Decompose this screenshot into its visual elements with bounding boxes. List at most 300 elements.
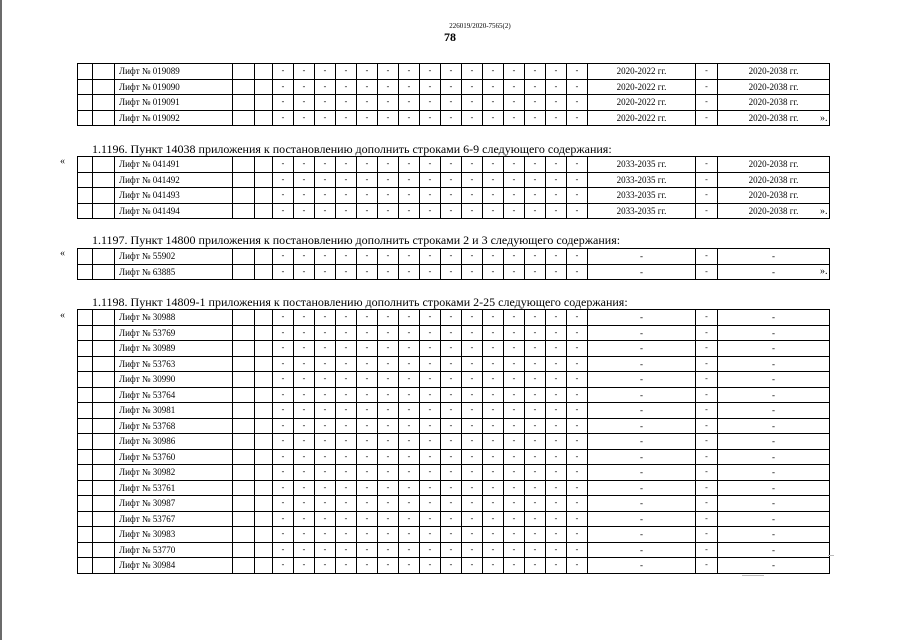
period-cell: 2033-2035 гг.: [588, 188, 696, 204]
dash-cell: -: [483, 449, 504, 465]
row-number-cell: [78, 511, 93, 527]
dash-cell: -: [504, 372, 525, 388]
dash-cell: -: [294, 511, 315, 527]
dash-cell: -: [696, 264, 718, 280]
dash-cell: -: [315, 542, 336, 558]
dash-cell: -: [483, 465, 504, 481]
dash-cell: -: [399, 496, 420, 512]
blank-cell: [255, 387, 273, 403]
dash-cell: -: [336, 418, 357, 434]
dash-cell: -: [462, 95, 483, 111]
item-heading-1197: 1.1197. Пункт 14800 приложения к постановлению дополнить строками 2 и 3 следующего содержания:: [92, 233, 621, 247]
dash-cell: -: [462, 372, 483, 388]
dash-cell: -: [462, 341, 483, 357]
dash-cell: -: [294, 449, 315, 465]
lift-name-cell: Лифт № 30983: [115, 527, 233, 543]
dash-cell: -: [546, 203, 567, 219]
blank-cell: [255, 188, 273, 204]
blank-cell: [255, 527, 273, 543]
dash-cell: -: [567, 64, 588, 80]
row-number-cell: [78, 172, 93, 188]
dash-cell: -: [336, 95, 357, 111]
blank-cell: [255, 310, 273, 326]
blank-cell: [233, 341, 255, 357]
blank-cell: [93, 387, 115, 403]
dash-cell: -: [525, 449, 546, 465]
dash-cell: -: [399, 434, 420, 450]
blank-cell: [255, 64, 273, 80]
table-row: [78, 496, 830, 512]
period-cell: -: [588, 496, 696, 512]
opening-quote-s2: «: [60, 248, 65, 259]
row-number-cell: [78, 249, 93, 265]
dash-cell: -: [273, 341, 294, 357]
dash-cell: -: [294, 496, 315, 512]
blank-cell: [255, 110, 273, 126]
dash-cell: -: [504, 480, 525, 496]
period-cell: -: [588, 449, 696, 465]
blank-cell: [233, 310, 255, 326]
dash-cell: -: [462, 542, 483, 558]
dash-cell: -: [273, 558, 294, 574]
scan-mark: [828, 555, 834, 556]
blank-cell: [255, 465, 273, 481]
dash-cell: -: [567, 449, 588, 465]
dash-cell: -: [357, 558, 378, 574]
row-number-cell: [78, 403, 93, 419]
dash-cell: -: [273, 325, 294, 341]
row-number-cell: [78, 188, 93, 204]
row-number-cell: [78, 110, 93, 126]
dash-cell: -: [315, 387, 336, 403]
dash-cell: -: [696, 157, 718, 173]
dash-cell: -: [441, 157, 462, 173]
dash-cell: -: [546, 110, 567, 126]
dash-cell: -: [504, 418, 525, 434]
period-cell: -: [588, 480, 696, 496]
period-cell: 2020-2038 гг.: [718, 157, 830, 173]
dash-cell: -: [441, 558, 462, 574]
dash-cell: -: [483, 527, 504, 543]
lift-name-cell: Лифт № 041491: [115, 157, 233, 173]
table-row: [78, 310, 830, 326]
period-cell: -: [588, 434, 696, 450]
dash-cell: -: [420, 511, 441, 527]
dash-cell: -: [462, 264, 483, 280]
dash-cell: -: [357, 203, 378, 219]
dash-cell: -: [525, 249, 546, 265]
dash-cell: -: [546, 172, 567, 188]
blank-cell: [93, 527, 115, 543]
blank-cell: [255, 418, 273, 434]
dash-cell: -: [357, 172, 378, 188]
lift-name-cell: Лифт № 30990: [115, 372, 233, 388]
dash-cell: -: [378, 372, 399, 388]
blank-cell: [255, 172, 273, 188]
closing-quote-s1: ».: [820, 206, 828, 217]
period-cell: -: [718, 434, 830, 450]
dash-cell: -: [336, 496, 357, 512]
dash-cell: -: [441, 542, 462, 558]
dash-cell: -: [378, 434, 399, 450]
dash-cell: -: [546, 157, 567, 173]
dash-cell: -: [525, 79, 546, 95]
blank-cell: [255, 325, 273, 341]
dash-cell: -: [462, 203, 483, 219]
row-number-cell: [78, 527, 93, 543]
dash-cell: -: [546, 64, 567, 80]
dash-cell: -: [441, 64, 462, 80]
dash-cell: -: [483, 356, 504, 372]
period-cell: -: [718, 527, 830, 543]
dash-cell: -: [504, 511, 525, 527]
dash-cell: -: [273, 188, 294, 204]
row-number-cell: [78, 203, 93, 219]
dash-cell: -: [294, 418, 315, 434]
lift-table-1197: [77, 248, 830, 280]
table-row: [78, 372, 830, 388]
dash-cell: -: [399, 325, 420, 341]
dash-cell: -: [357, 264, 378, 280]
dash-cell: -: [315, 418, 336, 434]
dash-cell: -: [294, 434, 315, 450]
dash-cell: -: [441, 511, 462, 527]
dash-cell: -: [525, 172, 546, 188]
period-cell: 2020-2038 гг.: [718, 110, 830, 126]
dash-cell: -: [525, 203, 546, 219]
dash-cell: -: [357, 249, 378, 265]
dash-cell: -: [441, 95, 462, 111]
period-cell: -: [718, 403, 830, 419]
dash-cell: -: [294, 387, 315, 403]
dash-cell: -: [546, 356, 567, 372]
dash-cell: -: [273, 110, 294, 126]
dash-cell: -: [399, 558, 420, 574]
dash-cell: -: [462, 558, 483, 574]
dash-cell: -: [441, 480, 462, 496]
dash-cell: -: [273, 434, 294, 450]
dash-cell: -: [420, 110, 441, 126]
dash-cell: -: [441, 341, 462, 357]
dash-cell: -: [294, 372, 315, 388]
dash-cell: -: [483, 480, 504, 496]
dash-cell: -: [294, 157, 315, 173]
dash-cell: -: [483, 372, 504, 388]
blank-cell: [93, 310, 115, 326]
dash-cell: -: [315, 496, 336, 512]
dash-cell: -: [420, 157, 441, 173]
dash-cell: -: [420, 341, 441, 357]
dash-cell: -: [441, 434, 462, 450]
dash-cell: -: [336, 527, 357, 543]
dash-cell: -: [357, 157, 378, 173]
dash-cell: -: [378, 79, 399, 95]
table-row: [78, 527, 830, 543]
blank-cell: [233, 325, 255, 341]
dash-cell: -: [336, 264, 357, 280]
blank-cell: [233, 511, 255, 527]
dash-cell: -: [504, 496, 525, 512]
dash-cell: -: [525, 64, 546, 80]
dash-cell: -: [420, 496, 441, 512]
blank-cell: [93, 356, 115, 372]
dash-cell: -: [441, 79, 462, 95]
dash-cell: -: [315, 527, 336, 543]
dash-cell: -: [567, 341, 588, 357]
dash-cell: -: [357, 403, 378, 419]
dash-cell: -: [525, 434, 546, 450]
blank-cell: [93, 95, 115, 111]
dash-cell: -: [567, 496, 588, 512]
dash-cell: -: [546, 403, 567, 419]
dash-cell: -: [696, 79, 718, 95]
dash-cell: -: [336, 172, 357, 188]
dash-cell: -: [315, 434, 336, 450]
dash-cell: -: [273, 64, 294, 80]
dash-cell: -: [420, 558, 441, 574]
dash-cell: -: [696, 203, 718, 219]
dash-cell: -: [462, 403, 483, 419]
dash-cell: -: [420, 480, 441, 496]
period-cell: 2033-2035 гг.: [588, 157, 696, 173]
row-number-cell: [78, 95, 93, 111]
lift-table-1196: [77, 156, 830, 219]
period-cell: -: [588, 341, 696, 357]
blank-cell: [255, 434, 273, 450]
dash-cell: -: [420, 527, 441, 543]
period-cell: -: [588, 310, 696, 326]
dash-cell: -: [420, 465, 441, 481]
blank-cell: [255, 480, 273, 496]
dash-cell: -: [420, 372, 441, 388]
row-number-cell: [78, 372, 93, 388]
dash-cell: -: [567, 434, 588, 450]
dash-cell: -: [441, 325, 462, 341]
lift-name-cell: Лифт № 53764: [115, 387, 233, 403]
opening-quote-s3: «: [60, 310, 65, 321]
dash-cell: -: [567, 372, 588, 388]
dash-cell: -: [378, 203, 399, 219]
dash-cell: -: [315, 449, 336, 465]
blank-cell: [233, 95, 255, 111]
dash-cell: -: [336, 356, 357, 372]
dash-cell: -: [441, 172, 462, 188]
dash-cell: -: [546, 310, 567, 326]
period-cell: 2020-2022 гг.: [588, 95, 696, 111]
blank-cell: [255, 264, 273, 280]
dash-cell: -: [294, 172, 315, 188]
period-cell: -: [718, 387, 830, 403]
blank-cell: [255, 157, 273, 173]
blank-cell: [233, 110, 255, 126]
lift-name-cell: Лифт № 53763: [115, 356, 233, 372]
dash-cell: -: [567, 95, 588, 111]
dash-cell: -: [399, 403, 420, 419]
blank-cell: [233, 79, 255, 95]
period-cell: -: [718, 356, 830, 372]
dash-cell: -: [525, 341, 546, 357]
blank-cell: [93, 511, 115, 527]
period-cell: 2020-2038 гг.: [718, 203, 830, 219]
dash-cell: -: [399, 418, 420, 434]
table-row: [78, 511, 830, 527]
dash-cell: -: [696, 95, 718, 111]
lift-name-cell: Лифт № 30986: [115, 434, 233, 450]
dash-cell: -: [504, 387, 525, 403]
table-row: [78, 449, 830, 465]
blank-cell: [233, 372, 255, 388]
lift-name-cell: Лифт № 30984: [115, 558, 233, 574]
dash-cell: -: [462, 325, 483, 341]
dash-cell: -: [546, 188, 567, 204]
dash-cell: -: [696, 387, 718, 403]
dash-cell: -: [462, 527, 483, 543]
dash-cell: -: [483, 264, 504, 280]
dash-cell: -: [315, 403, 336, 419]
table-row: [78, 558, 830, 574]
blank-cell: [233, 480, 255, 496]
dash-cell: -: [336, 79, 357, 95]
table-row: [78, 341, 830, 357]
dash-cell: -: [462, 356, 483, 372]
dash-cell: -: [696, 465, 718, 481]
blank-cell: [93, 188, 115, 204]
dash-cell: -: [357, 449, 378, 465]
dash-cell: -: [315, 264, 336, 280]
dash-cell: -: [483, 542, 504, 558]
table-row: [78, 387, 830, 403]
dash-cell: -: [294, 403, 315, 419]
dash-cell: -: [567, 79, 588, 95]
blank-cell: [255, 372, 273, 388]
lift-name-cell: Лифт № 53761: [115, 480, 233, 496]
dash-cell: -: [294, 527, 315, 543]
row-number-cell: [78, 356, 93, 372]
dash-cell: -: [399, 372, 420, 388]
dash-cell: -: [378, 480, 399, 496]
dash-cell: -: [420, 64, 441, 80]
dash-cell: -: [420, 79, 441, 95]
dash-cell: -: [273, 480, 294, 496]
period-cell: 2020-2038 гг.: [718, 172, 830, 188]
dash-cell: -: [525, 511, 546, 527]
lift-name-cell: Лифт № 53770: [115, 542, 233, 558]
dash-cell: -: [357, 465, 378, 481]
period-cell: 2020-2022 гг.: [588, 64, 696, 80]
blank-cell: [93, 418, 115, 434]
dash-cell: -: [420, 449, 441, 465]
dash-cell: -: [399, 188, 420, 204]
dash-cell: -: [336, 372, 357, 388]
dash-cell: -: [567, 249, 588, 265]
period-cell: -: [718, 465, 830, 481]
period-cell: -: [588, 542, 696, 558]
table-row: [78, 542, 830, 558]
row-number-cell: [78, 325, 93, 341]
dash-cell: -: [420, 203, 441, 219]
period-cell: -: [588, 418, 696, 434]
dash-cell: -: [441, 249, 462, 265]
dash-cell: -: [294, 465, 315, 481]
dash-cell: -: [546, 79, 567, 95]
dash-cell: -: [525, 325, 546, 341]
blank-cell: [233, 64, 255, 80]
row-number-cell: [78, 264, 93, 280]
dash-cell: -: [273, 95, 294, 111]
dash-cell: -: [357, 527, 378, 543]
blank-cell: [93, 434, 115, 450]
dash-cell: -: [504, 188, 525, 204]
blank-cell: [255, 449, 273, 465]
dash-cell: -: [441, 356, 462, 372]
dash-cell: -: [378, 188, 399, 204]
lift-name-cell: Лифт № 30987: [115, 496, 233, 512]
dash-cell: -: [525, 157, 546, 173]
dash-cell: -: [696, 511, 718, 527]
page-edge-line: [0, 0, 2, 640]
blank-cell: [255, 511, 273, 527]
dash-cell: -: [504, 110, 525, 126]
dash-cell: -: [483, 157, 504, 173]
dash-cell: -: [441, 418, 462, 434]
lift-name-cell: Лифт № 55902: [115, 249, 233, 265]
dash-cell: -: [273, 372, 294, 388]
dash-cell: -: [336, 203, 357, 219]
blank-cell: [93, 203, 115, 219]
dash-cell: -: [315, 480, 336, 496]
dash-cell: -: [378, 157, 399, 173]
dash-cell: -: [567, 542, 588, 558]
period-cell: -: [718, 249, 830, 265]
dash-cell: -: [315, 110, 336, 126]
period-cell: 2020-2038 гг.: [718, 79, 830, 95]
dash-cell: -: [441, 465, 462, 481]
table-row: [78, 403, 830, 419]
dash-cell: -: [483, 64, 504, 80]
blank-cell: [93, 480, 115, 496]
dash-cell: -: [567, 418, 588, 434]
blank-cell: [233, 542, 255, 558]
blank-cell: [93, 449, 115, 465]
opening-quote-s1: «: [60, 156, 65, 167]
dash-cell: -: [462, 249, 483, 265]
dash-cell: -: [336, 157, 357, 173]
dash-cell: -: [315, 157, 336, 173]
dash-cell: -: [546, 449, 567, 465]
table-row: [78, 172, 830, 188]
dash-cell: -: [525, 496, 546, 512]
dash-cell: -: [483, 188, 504, 204]
dash-cell: -: [696, 449, 718, 465]
dash-cell: -: [378, 310, 399, 326]
dash-cell: -: [378, 449, 399, 465]
dash-cell: -: [336, 341, 357, 357]
dash-cell: -: [546, 527, 567, 543]
lift-name-cell: Лифт № 041493: [115, 188, 233, 204]
dash-cell: -: [504, 449, 525, 465]
dash-cell: -: [315, 558, 336, 574]
dash-cell: -: [315, 95, 336, 111]
dash-cell: -: [504, 527, 525, 543]
dash-cell: -: [546, 95, 567, 111]
dash-cell: -: [294, 79, 315, 95]
lift-table-1198: [77, 309, 830, 574]
dash-cell: -: [504, 558, 525, 574]
dash-cell: -: [546, 511, 567, 527]
dash-cell: -: [378, 465, 399, 481]
dash-cell: -: [504, 403, 525, 419]
dash-cell: -: [315, 372, 336, 388]
